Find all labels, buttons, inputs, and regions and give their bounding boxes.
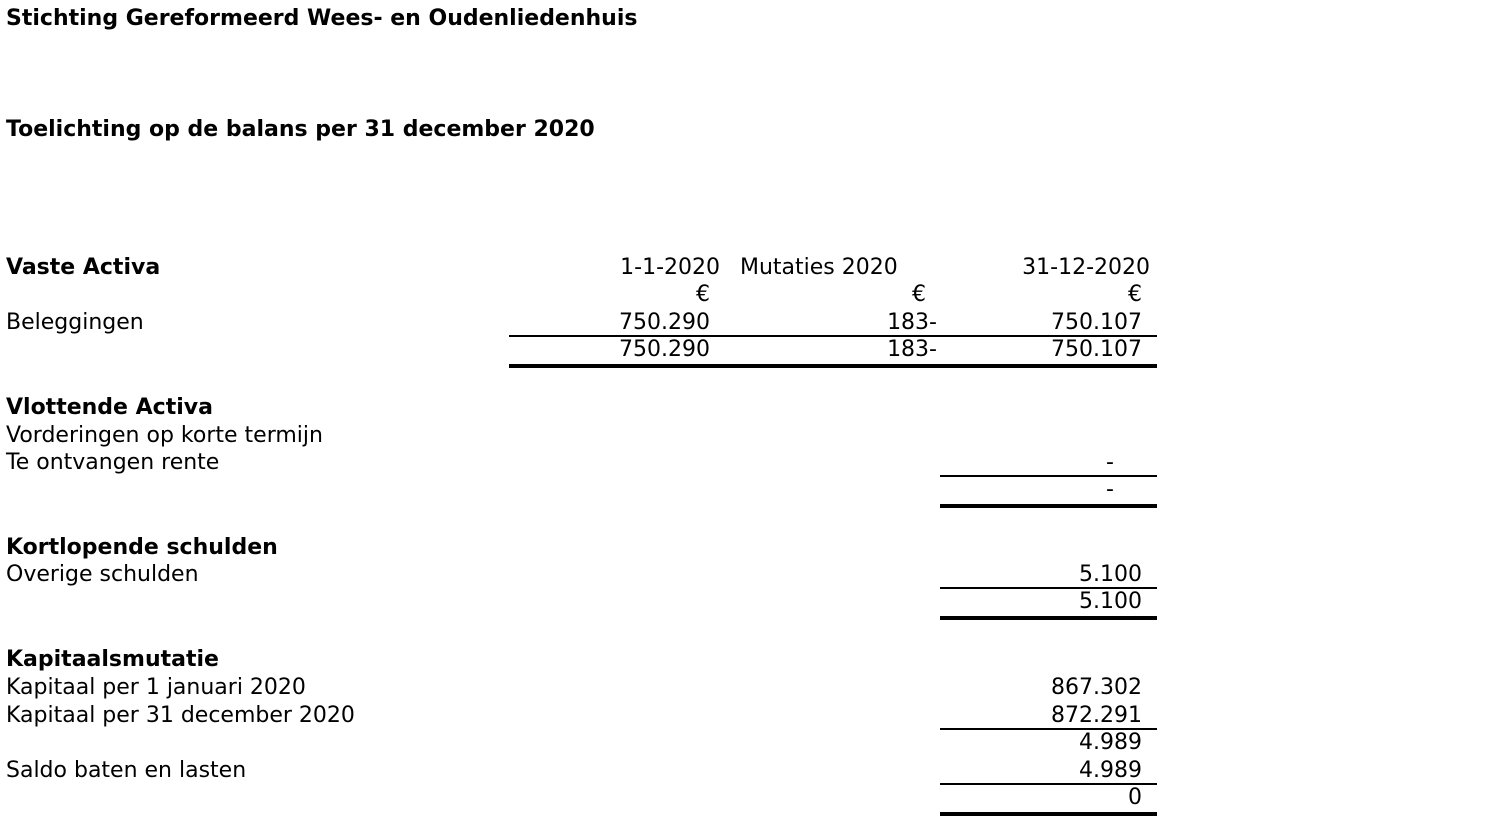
te-ontvangen-rente-label: Te ontvangen rente: [6, 450, 220, 475]
beleggingen-label: Beleggingen: [6, 310, 144, 335]
kapitaalsmutatie-result-value: 0: [1128, 785, 1142, 810]
column-header-start-date: 1-1-2020: [620, 255, 720, 280]
beleggingen-mutaties-value: 183-: [887, 310, 937, 335]
currency-symbol-end: €: [1128, 282, 1142, 307]
saldo-baten-lasten-value: 4.989: [1079, 758, 1142, 783]
total-rule: [940, 616, 1157, 620]
vaste-activa-heading: Vaste Activa: [6, 255, 161, 280]
kapitaal-begin-value: 867.302: [1051, 675, 1142, 700]
total-mutaties-value: 183-: [887, 337, 937, 362]
vorderingen-subheading: Vorderingen op korte termijn: [6, 423, 323, 448]
kortlopende-schulden-heading: Kortlopende schulden: [6, 535, 278, 560]
vlottende-activa-total: -: [1106, 477, 1114, 502]
currency-symbol-start: €: [696, 282, 710, 307]
kapitaal-end-value: 872.291: [1051, 703, 1142, 728]
overige-schulden-value: 5.100: [1079, 562, 1142, 587]
saldo-baten-lasten-label: Saldo baten en lasten: [6, 758, 247, 783]
page-title: Toelichting op de balans per 31 december 2020: [6, 117, 595, 142]
total-rule: [940, 812, 1157, 816]
overige-schulden-label: Overige schulden: [6, 562, 199, 587]
te-ontvangen-rente-value: -: [1106, 450, 1114, 475]
kapitaal-difference-value: 4.989: [1079, 730, 1142, 755]
column-header-end-date: 31-12-2020: [1022, 255, 1150, 280]
kapitaal-end-label: Kapitaal per 31 december 2020: [6, 703, 355, 728]
organization-name: Stichting Gereformeerd Wees- en Oudenliedenhuis: [6, 6, 638, 31]
total-start-value: 750.290: [619, 337, 710, 362]
beleggingen-start-value: 750.290: [619, 310, 710, 335]
beleggingen-end-value: 750.107: [1051, 310, 1142, 335]
vlottende-activa-heading: Vlottende Activa: [6, 395, 213, 420]
column-header-mutaties: Mutaties 2020: [740, 255, 898, 280]
total-end-value: 750.107: [1051, 337, 1142, 362]
total-rule: [940, 504, 1157, 508]
kortlopende-schulden-total: 5.100: [1079, 589, 1142, 614]
kapitaalsmutatie-heading: Kapitaalsmutatie: [6, 647, 219, 672]
currency-symbol-mutaties: €: [912, 282, 926, 307]
kapitaal-begin-label: Kapitaal per 1 januari 2020: [6, 675, 306, 700]
total-rule: [509, 364, 1157, 368]
